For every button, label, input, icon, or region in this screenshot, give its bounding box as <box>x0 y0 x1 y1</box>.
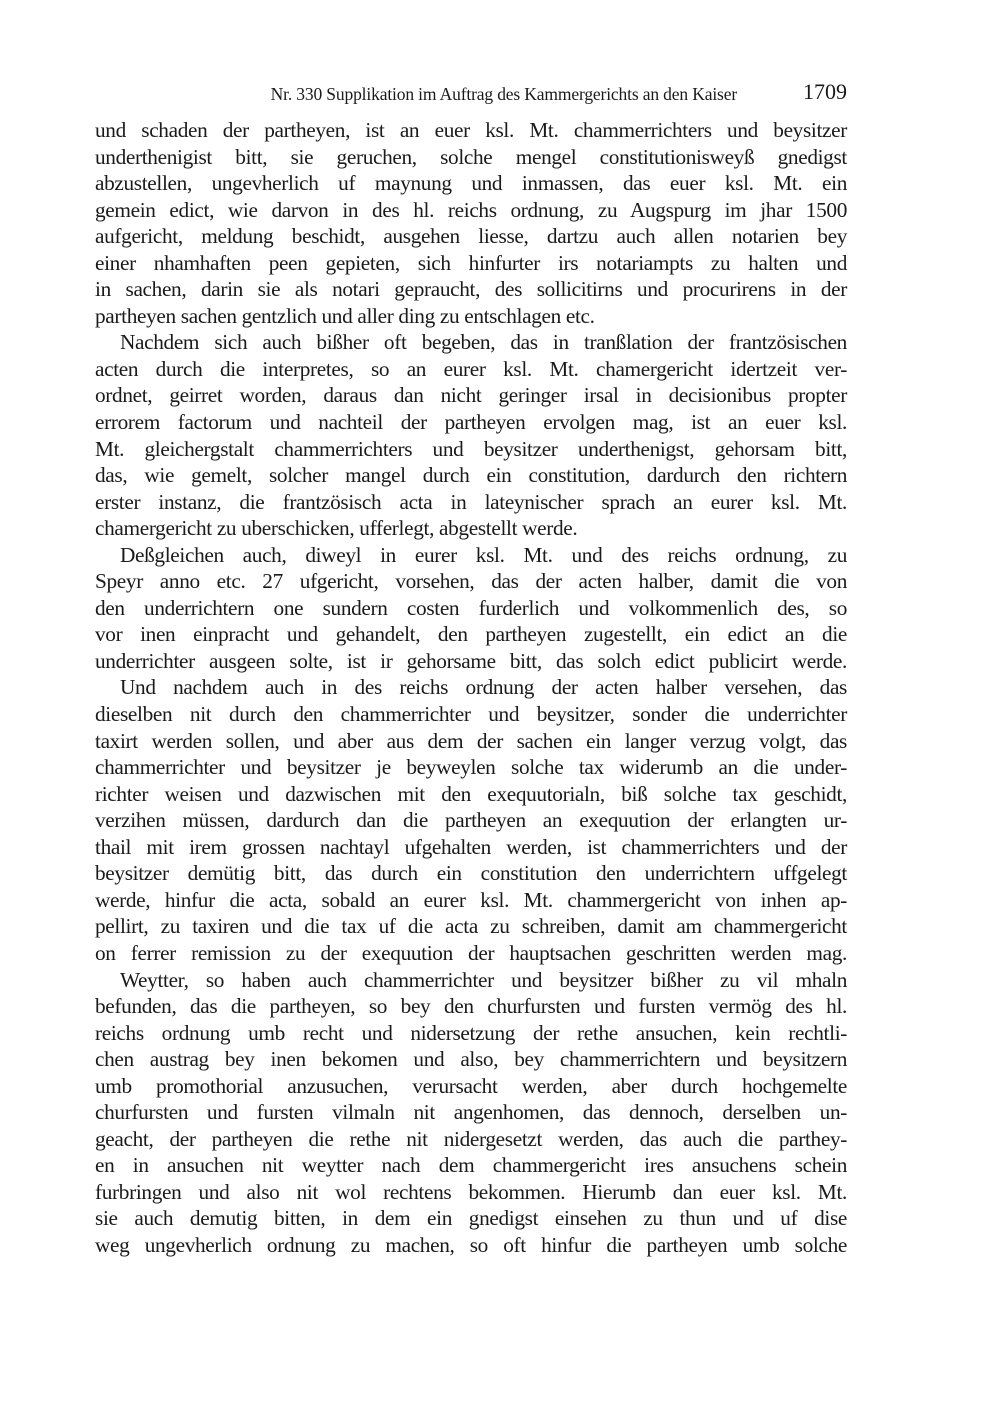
text-line: erster instanz, die frantzösisch acta in lateynischer sprach an eurer ksl. Mt. <box>95 489 847 514</box>
text-line: verzihen müssen, dardurch dan die partheyen an exequution der erlangten ur- <box>95 808 847 833</box>
text-line: pellirt, zu taxiren und die tax uf die acta zu schreiben, damit am chammergericht <box>95 914 847 939</box>
text-line: gemein edict, wie darvon in des hl. reichs ordnung, zu Augspurg im jhar 1500 <box>95 197 847 222</box>
text-line: vor inen einpracht und gehandelt, den partheyen zugestellt, ein edict an die <box>95 622 847 647</box>
text-line: geacht, der partheyen die rethe nit nidergesetzt werden, das auch die parthey- <box>95 1126 847 1151</box>
text-line: und schaden der partheyen, ist an euer ksl. Mt. chammerrichters und beysitzer <box>95 118 847 142</box>
text-line: chamergericht zu uberschicken, ufferlegt, abgestellt werde. <box>95 516 578 541</box>
text-line: aufgericht, meldung beschidt, ausgehen liesse, dartzu auch allen notarien bey <box>95 224 847 249</box>
text-line: ordnet, geirret worden, daraus dan nicht geringer irsal in decisionibus propter <box>95 383 847 408</box>
paragraph-first-line: Nachdem sich auch bißher oft begeben, das in tranßlation der frantzösischen <box>120 330 847 355</box>
text-line: richter weisen und dazwischen mit den exequutorialn, biß solche tax geschidt, <box>95 781 847 806</box>
text-line: partheyen sachen gentzlich und aller ding zu entschlagen etc. <box>95 303 595 328</box>
running-title: Nr. 330 Supplikation im Auftrag des Kammergerichts an den Kaiser <box>270 84 737 104</box>
running-head <box>95 78 847 110</box>
text-line: churfursten und fursten vilmaln nit angenhomen, das dennoch, derselben un- <box>95 1100 847 1125</box>
text-line: errorem factorum und nachteil der partheyen ervolgen mag, ist an euer ksl. <box>95 410 847 435</box>
body-text <box>95 117 847 1259</box>
text-line: on ferrer remission zu der exequution der hauptsachen geschritten werden mag. <box>95 940 847 965</box>
paragraph-first-line: Und nachdem auch in des reichs ordnung der acten halber versehen, das <box>120 675 847 700</box>
text-line: sie auch demutig bitten, in dem ein gnedigst einsehen zu thun und uf dise <box>95 1206 847 1231</box>
text-line: Speyr anno etc. 27 ufgericht, vorsehen, das der acten halber, damit die von <box>95 569 847 594</box>
page-number: 1709 <box>803 79 847 104</box>
text-line: reichs ordnung umb recht und nidersetzung der rethe ansuchen, kein rechtli- <box>95 1020 847 1045</box>
text-line: in sachen, darin sie als notari gepraucht, des sollicitirns und procurirens in der <box>95 277 847 302</box>
text-line: das, wie gemelt, solcher mangel durch ein constitution, dardurch den richtern <box>95 463 847 488</box>
text-line: taxirt werden sollen, und aber aus dem der sachen ein langer verzug volgt, das <box>95 728 847 753</box>
text-line: dieselben nit durch den chammerrichter und beysitzer, sonder die underrichter <box>95 702 847 727</box>
text-line: einer nhamhaften peen gepieten, sich hinfurter irs notariampts zu halten und <box>95 250 847 275</box>
text-line: abzustellen, ungevherlich uf maynung und inmassen, das euer ksl. Mt. ein <box>95 171 847 196</box>
text-line: Mt. gleichergstalt chammerrichters und beysitzer underthenigst, gehorsam bitt, <box>95 436 847 461</box>
text-line: thail mit irem grossen nachtayl ufgehalten werden, ist chammerrichters und der <box>95 834 847 859</box>
text-line: den underrichtern one sundern costen furderlich und volkommenlich des, so <box>95 595 847 620</box>
text-line: chammerrichter und beysitzer je beyweylen solche tax widerumb an die under- <box>95 755 847 780</box>
text-line: beysitzer demütig bitt, das durch ein constitution den underrichtern uffgelegt <box>95 861 847 886</box>
text-line: befunden, das die partheyen, so bey den churfursten und fursten vermög des hl. <box>95 994 847 1019</box>
document-page <box>95 78 847 1259</box>
text-line: underrichter ausgeen solte, ist ir gehorsame bitt, das solch edict publicirt werde. <box>95 648 847 673</box>
paragraph-first-line: Deßgleichen auch, diweyl in eurer ksl. Mt. und des reichs ordnung, zu <box>120 542 847 567</box>
text-line: werde, hinfur die acta, sobald an eurer ksl. Mt. chammergericht von inhen ap- <box>95 887 847 912</box>
text-line: umb promothorial anzusuchen, verursacht werden, aber durch hochgemelte <box>95 1073 847 1098</box>
text-line: weg ungevherlich ordnung zu machen, so oft hinfur die partheyen umb solche <box>95 1232 847 1257</box>
text-line: acten durch die interpretes, so an eurer ksl. Mt. chamergericht idertzeit ver- <box>95 356 847 381</box>
text-line: underthenigist bitt, sie geruchen, solche mengel constitutionisweyß gnedigst <box>95 144 847 169</box>
text-line: en in ansuchen nit weytter nach dem chammergericht ires ansuchens schein <box>95 1153 847 1178</box>
text-line: chen austrag bey inen bekomen und also, bey chammerrichtern und beysitzern <box>95 1047 847 1072</box>
text-line: furbringen und also nit wol rechtens bekommen. Hierumb dan euer ksl. Mt. <box>95 1179 847 1204</box>
paragraph-first-line: Weytter, so haben auch chammerrichter und beysitzer bißher zu vil mhaln <box>120 967 847 992</box>
